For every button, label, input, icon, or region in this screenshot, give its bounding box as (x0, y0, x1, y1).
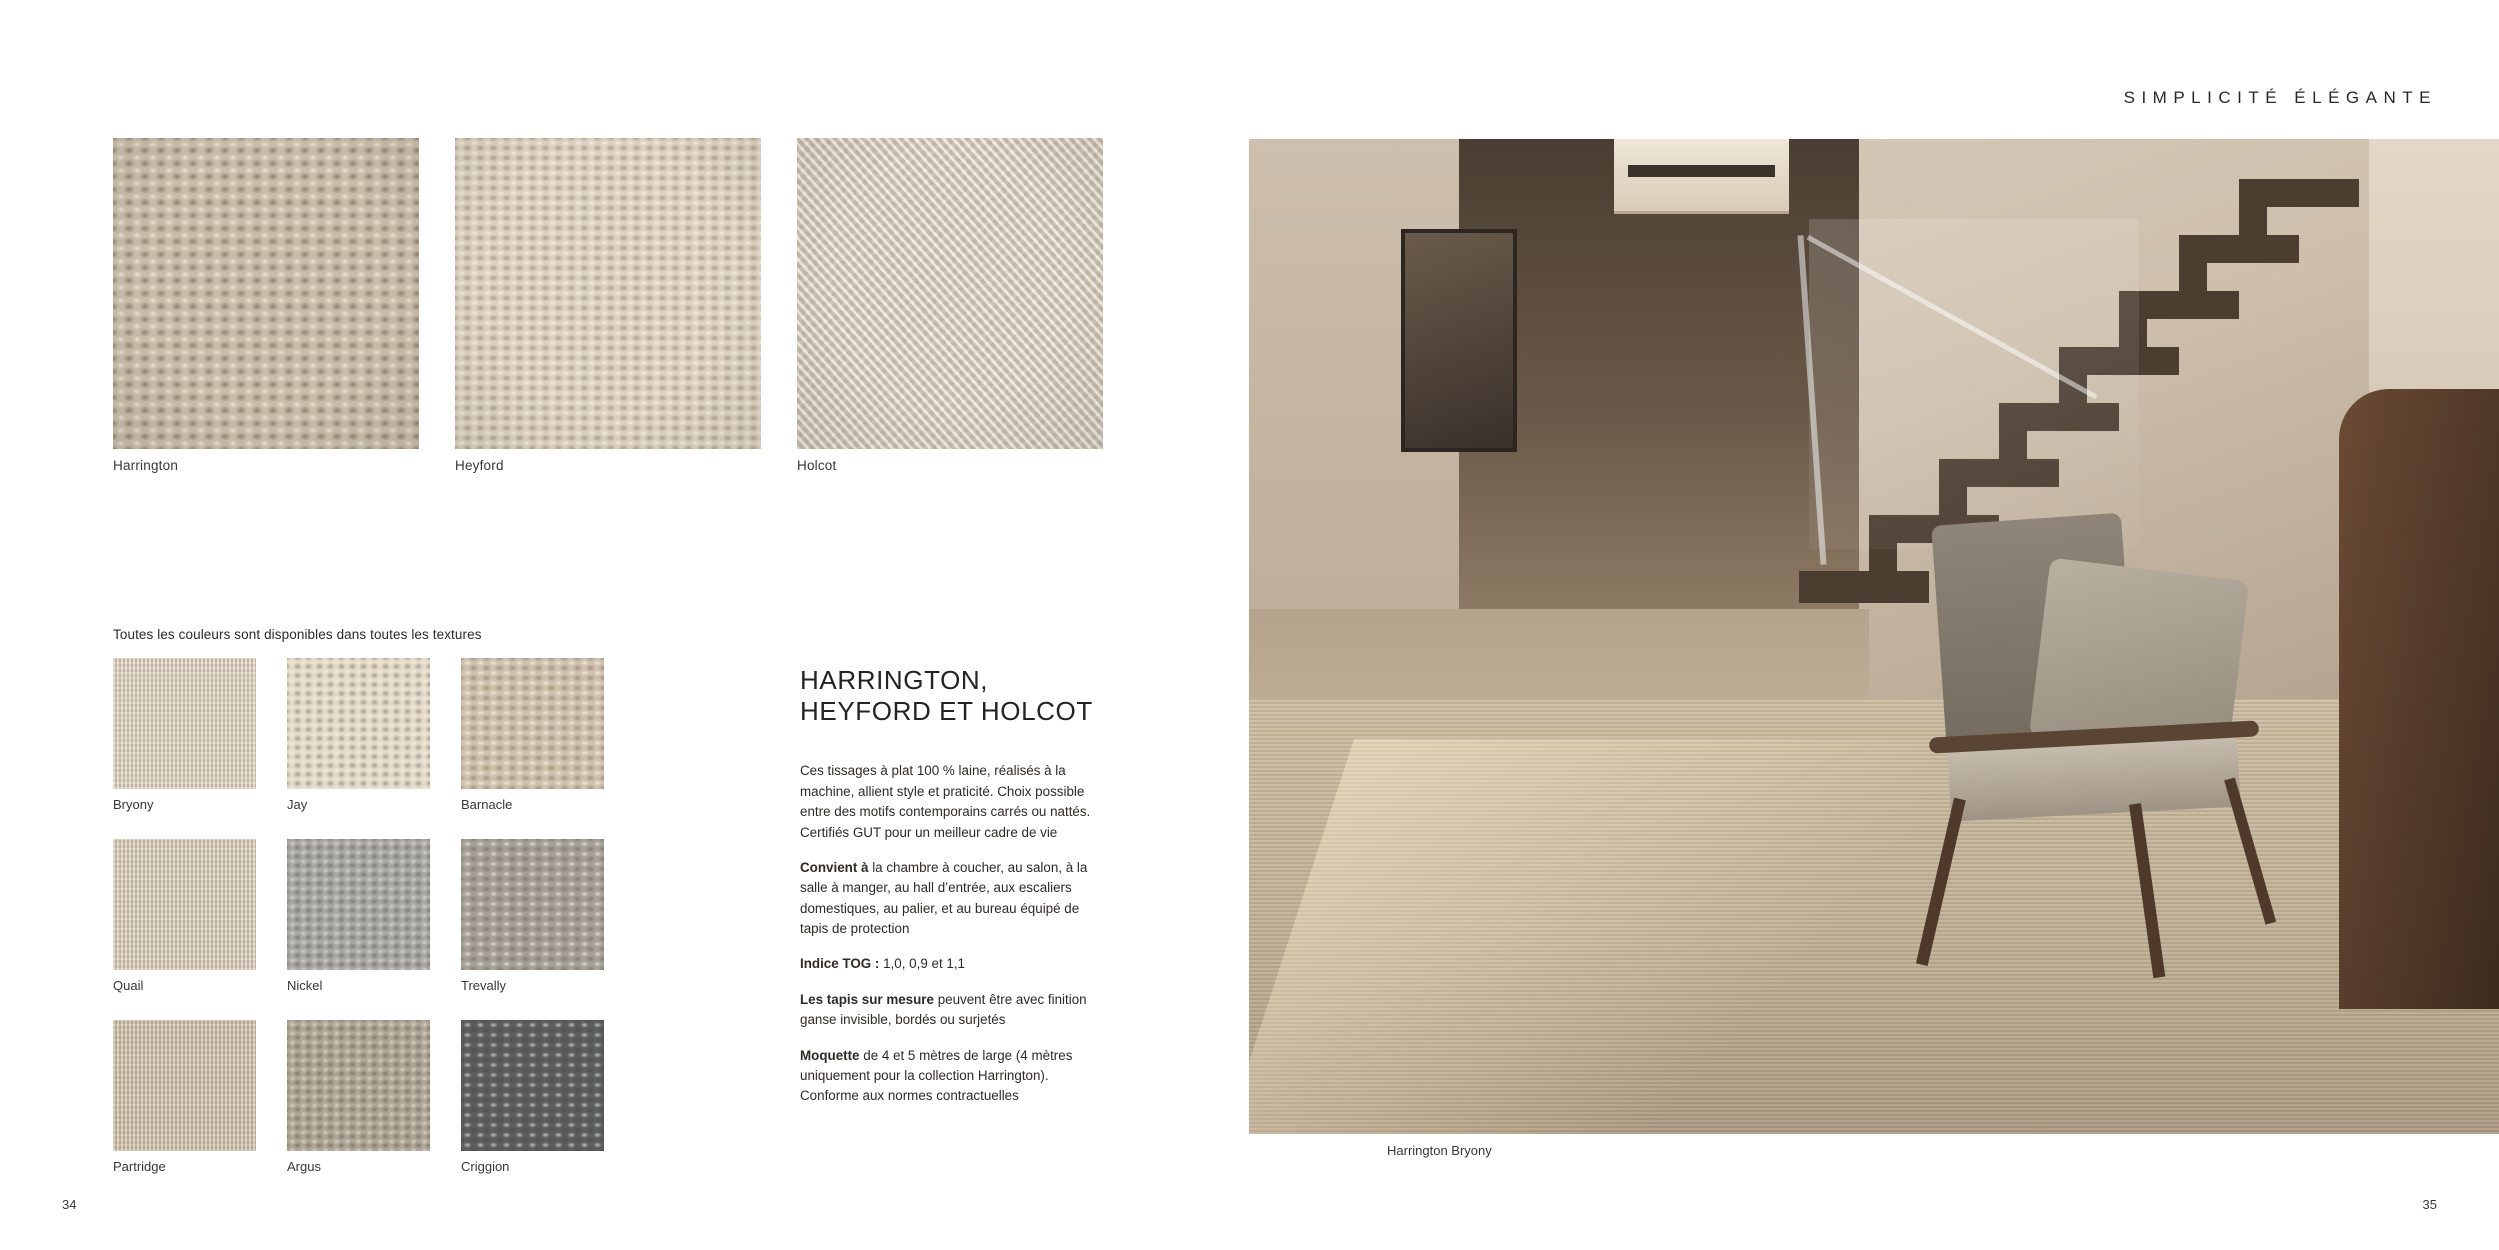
colour-swatch-image (113, 1020, 256, 1151)
photo-vase (2339, 389, 2499, 1009)
page-number-left: 34 (62, 1197, 77, 1212)
swatch-image-holcot (797, 138, 1103, 449)
texture-overlay (287, 658, 430, 789)
top-swatch-row (113, 138, 1103, 473)
paragraph-text: la chambre à coucher, au salon, à la salle à manger, au hall d’entrée, aux escaliers domestiques, au palier, et au bureau équipé de tapis de protection (800, 859, 1088, 936)
paragraph-lead: Convient à (800, 859, 869, 875)
colour-swatch-image (113, 658, 256, 789)
page-number-right: 35 (2422, 1197, 2437, 1212)
swatch-label: Holcot (797, 458, 837, 473)
colour-swatch-image (461, 658, 604, 789)
colour-swatch-image (287, 658, 430, 789)
swatch-label: Heyford (455, 458, 504, 473)
colour-swatch (461, 839, 604, 993)
swatch-image-harrington (113, 138, 419, 449)
colour-swatch-image (287, 839, 430, 970)
article-paragraph (800, 1046, 1110, 1107)
paragraph-lead: Moquette (800, 1047, 860, 1063)
right-page (1249, 0, 2499, 1250)
article-heading: HARRINGTON, HEYFORD ET HOLCOT (800, 665, 1093, 727)
texture-overlay (797, 138, 1103, 449)
paragraph-lead: Indice TOG : (800, 956, 880, 972)
texture-overlay (287, 839, 430, 970)
colour-swatch-label: Nickel (287, 978, 323, 993)
colour-swatch-label: Partridge (113, 1159, 166, 1174)
colour-swatch-label: Criggion (461, 1159, 510, 1174)
swatch-label: Harrington (113, 458, 179, 473)
colour-swatch (113, 658, 256, 812)
paragraph-lead: Les tapis sur mesure (800, 991, 934, 1007)
colour-swatch-label: Bryony (113, 797, 154, 812)
colour-swatch-label: Barnacle (461, 797, 513, 812)
paragraph-text: de 4 et 5 mètres de large (4 mètres uniquement pour la collection Harrington). Conforme aux normes contractuelles (800, 1047, 1073, 1104)
swatch-heyford (455, 138, 761, 473)
texture-overlay (287, 1020, 430, 1151)
colour-swatch (287, 658, 430, 812)
texture-overlay (461, 1020, 604, 1151)
photo-caption: Harrington Bryony (1387, 1143, 1492, 1158)
paragraph-text: Ces tissages à plat 100 % laine, réalisés à la machine, allient style et praticité. Choix possible entre des motifs contemporains carrés ou nattés. Certifiés GUT pour un meilleur cadre de vie (800, 763, 1091, 840)
colour-swatch-label: Trevally (461, 978, 507, 993)
colour-swatch-image (113, 839, 256, 970)
article-paragraph (800, 990, 1110, 1031)
colour-swatch-label: Quail (113, 978, 144, 993)
colour-swatch-label: Jay (287, 797, 308, 812)
texture-overlay (455, 138, 761, 449)
photo-ceiling-unit (1614, 139, 1789, 214)
colour-swatch (461, 1020, 604, 1174)
swatch-image-heyford (455, 138, 761, 449)
paragraph-text: peuvent être avec finition ganse invisible, bordés ou surjetés (800, 991, 1087, 1028)
colour-swatch-image (461, 839, 604, 970)
colour-swatch (287, 839, 430, 993)
section-title: SIMPLICITÉ ÉLÉGANTE (2123, 88, 2437, 107)
colour-swatch-image (461, 1020, 604, 1151)
article-paragraph (800, 761, 1110, 843)
texture-overlay (113, 138, 419, 449)
swatch-holcot (797, 138, 1103, 473)
texture-overlay (113, 1020, 256, 1151)
swatch-harrington (113, 138, 419, 473)
texture-overlay (113, 658, 256, 789)
colour-swatch-grid (113, 658, 604, 1174)
article-paragraph (800, 954, 1110, 974)
colour-swatch (461, 658, 604, 812)
texture-overlay (461, 658, 604, 789)
colour-swatch (113, 839, 256, 993)
colour-swatch-image (287, 1020, 430, 1151)
colour-swatch-label: Argus (287, 1159, 321, 1174)
colour-swatch (113, 1020, 256, 1174)
article-copy (800, 665, 1110, 1122)
colours-note: Toutes les couleurs sont disponibles dans toutes les textures (113, 627, 482, 642)
colour-swatch (287, 1020, 430, 1174)
texture-overlay (461, 839, 604, 970)
photo-artwork-frame (1401, 229, 1517, 452)
left-page (0, 0, 1249, 1250)
paragraph-text: 1,0, 0,9 et 1,1 (883, 956, 966, 972)
interior-photo (1249, 139, 2499, 1134)
texture-overlay (113, 839, 256, 970)
article-paragraph (800, 858, 1110, 940)
